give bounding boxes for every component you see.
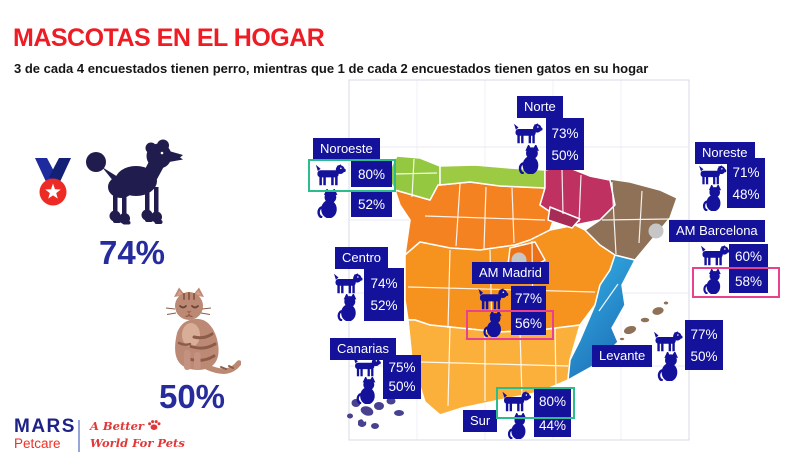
pct-box [546,118,584,170]
mars-logo: MARS [14,416,76,437]
dog-pct: 80% [534,389,571,413]
region-label: Levante [592,345,652,367]
cat-icon [507,413,529,439]
dog-total-percentage: 74% [98,234,166,271]
cat-icon [337,294,359,321]
tagline-line2: World For Pets [90,435,185,450]
cat-pct: 50% [551,147,579,163]
dog-icon [699,245,730,266]
cat-pct: 52% [370,298,398,313]
region-label: AM Madrid [472,262,549,284]
dog-pct: 74% [370,276,398,291]
cat-pct: 52% [351,191,392,217]
pct-box [685,320,723,370]
dog-icon [512,123,543,144]
cat-pct: 58% [729,269,768,293]
region-label: AM Barcelona [669,220,765,242]
region-label: Norte [517,96,563,118]
page-subtitle: 3 de cada 4 encuestados tienen perro, mientras que 1 de cada 2 encuestados tienen gatos en su hogar [14,61,649,76]
region-label: Noreste [695,142,755,164]
pct-box [364,268,404,321]
cat-icon [702,269,724,294]
cat-icon [657,352,681,381]
pct-box [727,158,765,208]
cat-icon [356,377,378,404]
dog-pct: 71% [732,164,760,180]
cat-pct: 48% [732,186,760,202]
paw-icon [147,419,161,436]
pct-box [383,355,421,399]
logo-divider [78,420,80,452]
cat-icon [518,145,542,174]
region-label: Noroeste [313,138,380,160]
dog-pct: 75% [388,360,416,375]
cat-icon [317,189,340,218]
tabby-cat-illustration [155,287,241,376]
dog-pct: 60% [729,244,768,268]
award-medal-icon [33,158,73,208]
barcelona-city-dot [649,224,664,239]
dog-icon [697,165,727,185]
dog-icon [314,164,346,186]
dog-icon [332,273,363,294]
petcare-label: Petcare [14,436,61,451]
region-label: Canarias [330,338,396,360]
dog-icon [651,331,684,352]
tagline-line1: A Better [90,419,144,433]
dog-icon [351,357,382,377]
dog-pct: 80% [351,161,392,187]
cat-icon [702,185,724,211]
dog-icon [476,288,509,310]
cat-icon [482,311,505,337]
cat-total-percentage: 50% [158,378,226,415]
cat-pct: 56% [511,311,546,335]
region-label: Sur [463,410,497,432]
dog-icon [500,391,532,412]
region-label: Centro [335,247,388,269]
dog-pct: 73% [551,125,579,141]
cat-pct: 44% [534,413,571,437]
dog-pct: 77% [690,326,718,342]
tagline [90,419,185,451]
page-title: MASCOTAS EN EL HOGAR [13,24,325,52]
poodle-dog-illustration [84,139,186,225]
cat-pct: 50% [690,348,718,364]
dog-pct: 77% [511,286,546,310]
cat-pct: 50% [388,379,416,394]
